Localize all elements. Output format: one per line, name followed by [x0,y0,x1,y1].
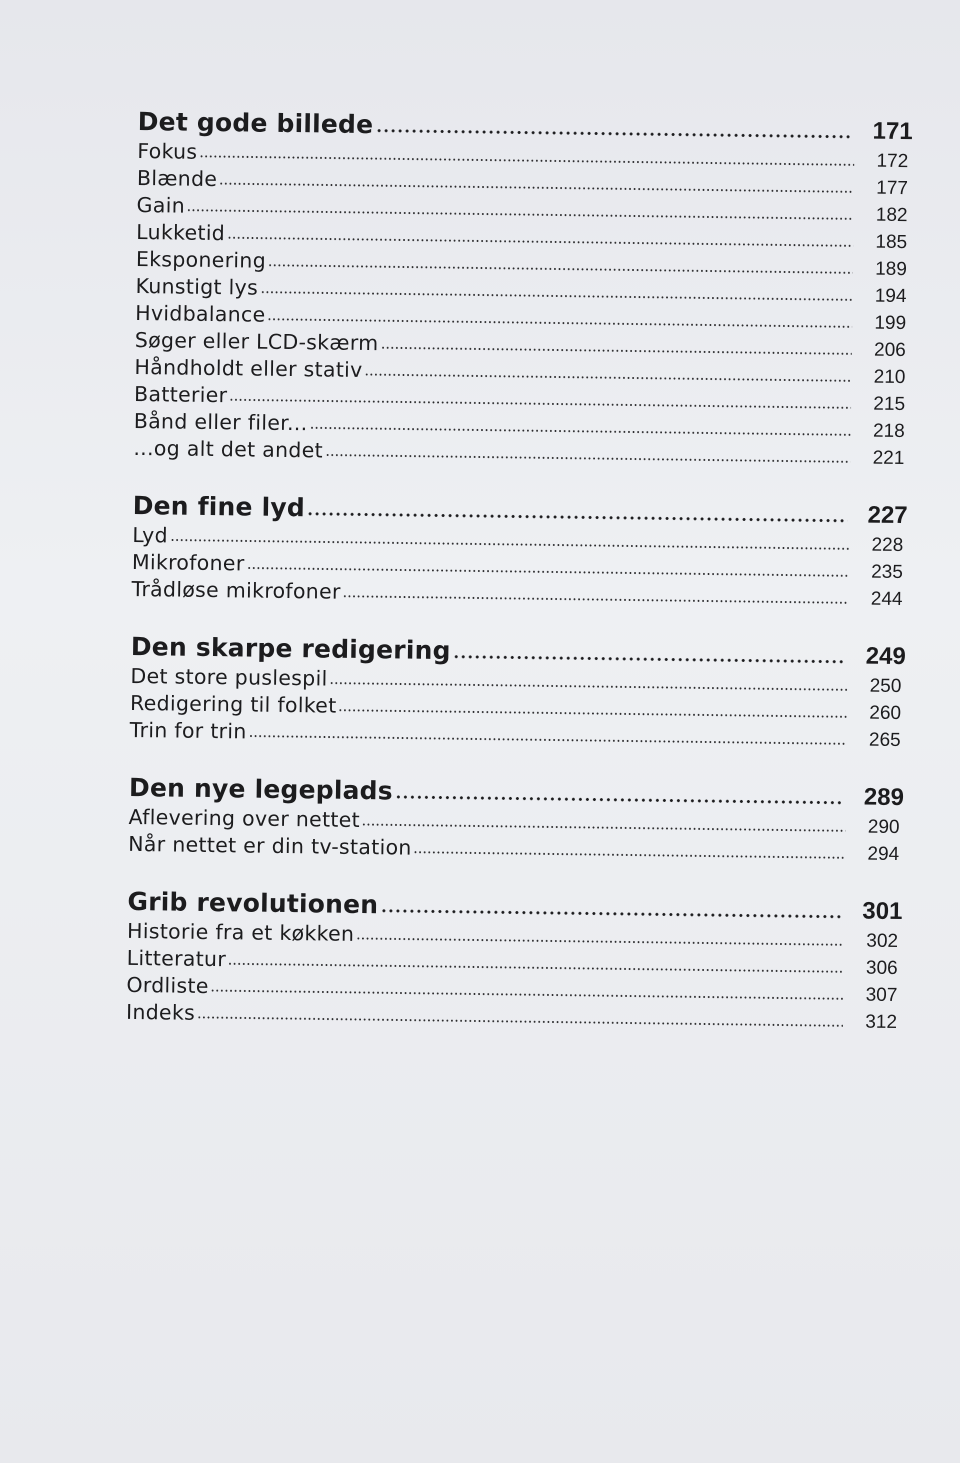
dot-leader [325,452,850,463]
entry-label: Hvidbalance [135,300,266,327]
entry-label: Aflevering over nettet [128,804,361,832]
section-title: Den nye legeplads [128,772,394,806]
dot-leader [343,594,849,605]
entry-label: Håndholdt eller stativ [134,354,363,382]
entry-page: 189 [875,258,907,281]
entry-page: 312 [865,1011,898,1034]
entry-label: Søger eller LCD-skærm [134,327,379,356]
entry-label: Lukketid [136,219,226,246]
section-title: Det gode billede [137,106,374,140]
dot-leader [268,263,853,275]
entry-page: 172 [876,150,909,173]
entry-label: Indeks [125,999,196,1025]
entry-page: 265 [868,729,901,752]
entry-label: Litteratur [126,945,227,972]
dot-leader [338,708,847,719]
entry-label: ...og alt det andet [133,435,324,463]
dot-leader [453,653,846,664]
entry-label: Lyd [132,522,169,548]
entry-page: 218 [872,420,905,443]
entry-page: 185 [875,231,908,254]
entry-page: 210 [873,366,906,389]
section-title: Den skarpe redigering [130,631,451,666]
dot-leader [375,127,852,139]
entry-label: Batterier [133,381,228,408]
entry-label: Mikrofoner [131,549,245,576]
dot-leader [365,372,852,382]
toc-section [133,100,913,470]
dot-leader [380,345,851,355]
entry-label: Eksponering [135,246,267,273]
entry-label: Trin for trin [129,717,247,744]
section-page: 249 [865,642,906,671]
entry-page: 194 [874,285,907,308]
entry-page: 235 [871,561,904,584]
section-page: 289 [863,783,905,812]
toc-section [130,625,906,752]
dot-leader [197,1015,843,1027]
dot-leader [267,317,852,329]
dot-leader [249,734,847,746]
entry-label: Blænde [136,165,218,192]
entry-label: Historie fra et køkken [126,918,355,946]
section-page: 171 [872,117,913,146]
entry-page: 182 [875,204,908,227]
section-title: Grib revolutionen [127,886,379,920]
entry-page: 199 [874,312,907,335]
entry-page: 302 [866,930,899,953]
entry-label: Redigering til folket [129,690,337,718]
entry-page: 307 [865,984,898,1007]
toc-section [131,484,907,611]
dot-leader [395,793,844,805]
entry-label: Kunstigt lys [135,273,259,300]
entry-page: 260 [869,702,902,725]
entry-page: 244 [870,588,903,611]
entry-page: 215 [873,393,906,416]
entry-page: 294 [867,843,900,866]
toc-section [128,766,904,866]
table-of-contents [126,100,913,1058]
entry-page: 177 [876,177,909,200]
section-page: 227 [867,501,908,530]
dot-leader [356,936,844,946]
dot-leader [260,290,853,302]
dot-leader [309,425,850,436]
dot-leader [414,850,846,860]
dot-leader [380,907,842,919]
entry-page: 221 [872,447,905,470]
dot-leader [307,510,848,523]
entry-label: Ordliste [126,972,209,999]
entry-page: 306 [865,957,898,980]
section-page: 301 [862,897,903,926]
entry-label: Bånd eller filer... [133,408,308,436]
entry-label: Gain [136,192,186,218]
entry-page: 206 [873,339,906,362]
section-title: Den fine lyd [132,490,306,523]
dot-leader [362,822,846,832]
toc-section [126,880,903,1034]
dot-leader [329,681,847,692]
entry-label: Fokus [137,138,198,164]
entry-page: 250 [869,675,902,698]
dot-leader [246,565,848,577]
entry-label: Det store puslespil [130,663,328,691]
entry-page: 228 [871,534,904,557]
entry-label: Når nettet er din tv-station [128,831,412,860]
entry-label: Trådløse mikrofoner [131,576,341,604]
entry-page: 290 [867,816,900,839]
